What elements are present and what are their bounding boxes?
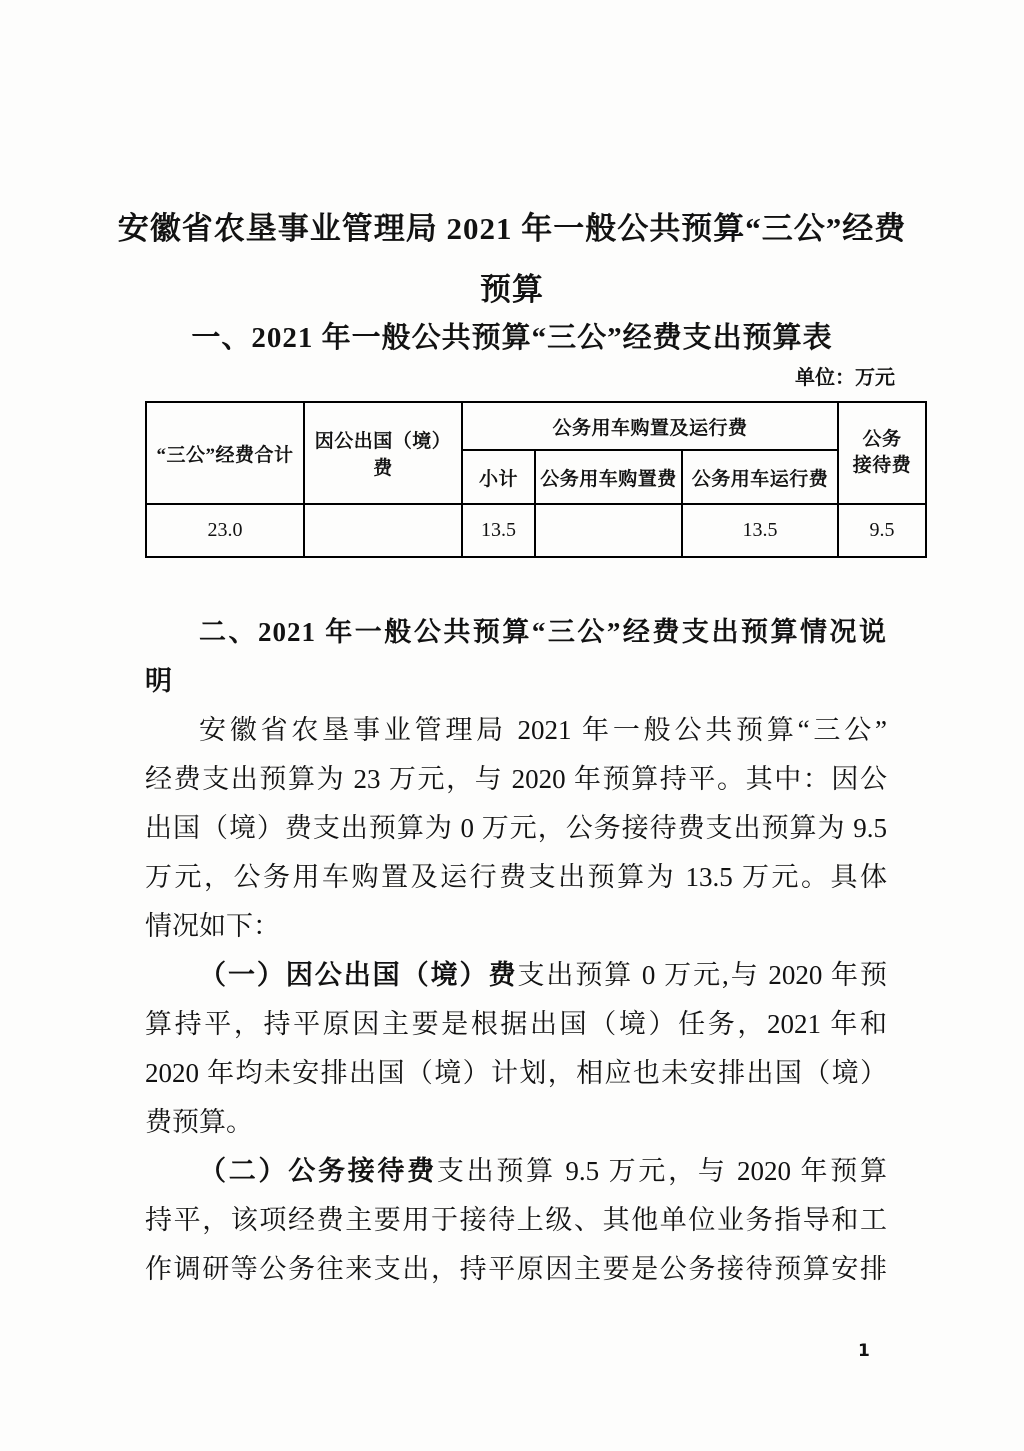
table-header-total: “三公”经费合计 [146,402,304,504]
budget-table [145,401,927,558]
paragraph-2-line-3: 2020 年均未安排出国（境）计划，相应也未安排出国（境） [145,1058,887,1088]
cell-vehicle-subtotal-value: 13.5 [462,504,535,557]
table-unit-label: 单位：万元 [795,367,895,389]
table-data-row [146,504,926,557]
paragraph-2-line-1-rest: 支出预算 0 万元,与 2020 年预 [517,960,887,990]
paragraph-1-line-2: 经费支出预算为 23 万元，与 2020 年预算持平。其中：因公 [145,764,887,794]
cell-reception-value: 9.5 [838,504,926,557]
table-header-reception [838,402,926,504]
section2-heading-line-2: 明 [145,666,173,696]
table-header-reception-line-2: 接待费 [852,455,912,476]
document-title [0,198,1024,320]
cell-vehicle-operation-value: 13.5 [682,504,838,557]
cell-abroad-value [304,504,462,557]
document-title-line-1: 安徽省农垦事业管理局 2021 年一般公共预算“三公”经费 [117,210,907,246]
section2-heading-line-1: 二、2021 年一般公共预算“三公”经费支出预算情况说 [199,617,887,647]
paragraph-1-line-5: 情况如下： [145,911,280,941]
paragraph-2-line-2: 算持平，持平原因主要是根据出国（境）任务，2021 年和 [145,1009,887,1039]
section1-heading: 一、2021 年一般公共预算“三公”经费支出预算表 [191,322,833,354]
paragraph-1-line-4: 万元，公务用车购置及运行费支出预算为 13.5 万元。具体 [145,862,887,892]
paragraph-3-line-2: 持平，该项经费主要用于接待上级、其他单位业务指导和工 [145,1205,887,1235]
paragraph-3-line-1 [145,1147,887,1196]
body-text [145,608,887,1294]
page-number: 1 [858,1341,870,1361]
table-header-vehicle-purchase: 公务用车购置费 [535,450,682,504]
table-header-row-1 [146,402,926,450]
table-header-vehicle-group: 公务用车购置及运行费 [462,402,838,450]
paragraph-3-line-1-rest: 支出预算 9.5 万元，与 2020 年预算 [436,1156,887,1186]
cell-vehicle-purchase-value [535,504,682,557]
paragraph-1-line-3: 出国（境）费支出预算为 0 万元，公务接待费支出预算为 9.5 [145,813,887,843]
table-header-abroad: 因公出国（境）费 [304,402,462,504]
table-header-reception-line-1: 公务 [862,429,902,450]
cell-total-value: 23.0 [146,504,304,557]
paragraph-2-lead: （一）因公出国（境）费 [199,960,518,990]
paragraph-2-line-4: 费预算。 [145,1107,253,1137]
paragraph-2-line-1 [145,951,887,1000]
document-title-line-2: 预算 [480,271,544,307]
table-header-vehicle-operation: 公务用车运行费 [682,450,838,504]
paragraph-3-line-3: 作调研等公务往来支出，持平原因主要是公务接待预算安排 [145,1254,887,1284]
table-header-vehicle-subtotal: 小计 [462,450,535,504]
paragraph-3-lead: （二）公务接待费 [199,1156,437,1186]
paragraph-1-line-1: 安徽省农垦事业管理局 2021 年一般公共预算“三公” [199,715,887,745]
